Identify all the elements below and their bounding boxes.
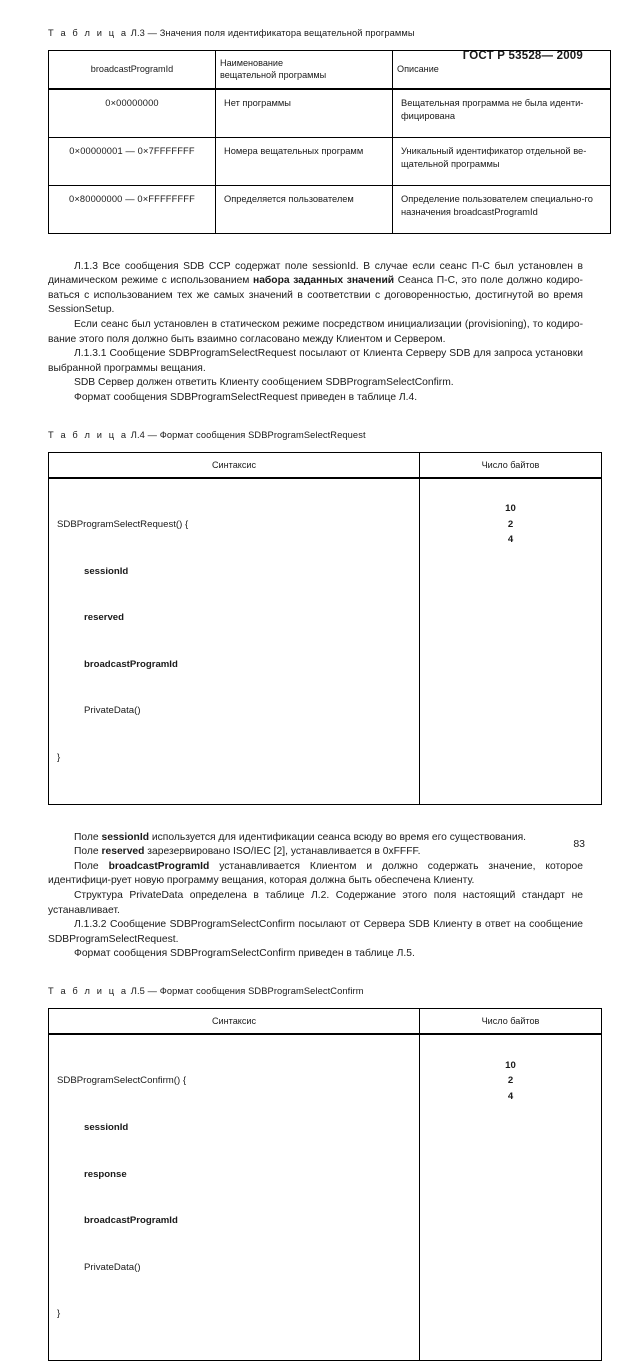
syntax-line [57, 657, 411, 673]
table-l4-caption-number: Л.4 [130, 429, 145, 440]
table-row [49, 185, 611, 233]
syntax-line-text: reserved [84, 612, 125, 624]
bytes-listing [428, 1042, 593, 1135]
cell-bytes [420, 478, 602, 804]
table-header-row [49, 1009, 602, 1035]
table-l5-col-syntax: Синтаксис [49, 1009, 420, 1035]
table-row [49, 89, 611, 138]
syntax-line [57, 1260, 411, 1276]
table-l5-caption-title: Формат сообщения SDBProgramSelectConfirm [159, 986, 364, 996]
table-header-row [49, 51, 611, 89]
syntax-line-text: PrivateData() [84, 705, 141, 717]
table-l3-body [49, 89, 611, 234]
table-l5-head [49, 1009, 602, 1035]
bytes-listing [428, 486, 593, 579]
syntax-line [57, 703, 411, 719]
paragraph-l-1-3 [48, 260, 583, 318]
paragraph-broadcastprogramid-tail: устанавливается Клиентом и должно содержать значение, которое идентифици-рует новую программу вещания, которая должна быть обеспечена Клиенту. [48, 860, 584, 887]
paragraph-privatedata: Структура PrivateData определена в таблице Л.2. Содержание этого поля настоящий стандарт не устанавливает. [48, 889, 583, 916]
syntax-line [57, 517, 411, 533]
paragraph-l-1-3-head: Л.1.3 Все сообщения SDB CCP содержат поле sessionId. В случае если сеанс П-С был установлен в динамическом режиме с использованием [48, 260, 583, 287]
table-l4-caption-title: Формат сообщения SDBProgramSelectRequest [159, 429, 366, 440]
syntax-listing [57, 486, 411, 797]
paragraph-reserved-head: Поле [74, 846, 102, 858]
table-l4-head [49, 452, 602, 478]
paragraph-sessionid-head: Поле [74, 831, 102, 843]
table-l5-body [49, 1034, 602, 1360]
paragraph-broadcastprogramid [48, 860, 583, 889]
bytes-line: 4 [507, 534, 514, 546]
cell-description: Вещательная программа не была иденти-фицирована [393, 89, 611, 138]
table-l3 [48, 50, 611, 234]
paragraph-reserved [48, 845, 583, 860]
table-l3-col-name [216, 51, 393, 89]
table-l3-col-description: Описание [393, 51, 611, 89]
table-l5-caption-number: Л.5 [130, 986, 145, 996]
syntax-line-text: sessionId [84, 1121, 129, 1133]
syntax-line [57, 1120, 411, 1136]
table-l4-caption [48, 430, 583, 440]
bytes-line: 2 [507, 518, 514, 530]
paragraph-format-ref-l5: Формат сообщения SDBProgramSelectConfirm приведен в таблице Л.5. [74, 948, 415, 960]
table-l3-caption [48, 28, 583, 38]
table-l4-col-syntax: Синтаксис [49, 452, 420, 478]
table-l5-caption-dash: — [147, 986, 158, 996]
paragraph-sessionid-tail: используется для идентификации сеанса всюду во время его существования. [149, 831, 527, 843]
cell-syntax [49, 1034, 420, 1360]
paragraph-format-ref-l4: Формат сообщения SDBProgramSelectRequest приведен в таблице Л.4. [74, 392, 418, 404]
paragraph-sessionid [48, 831, 583, 846]
bytes-line: 2 [507, 1075, 514, 1087]
table-l5-caption-prefix: Т а б л и ц а [48, 986, 129, 996]
table-l5-caption [48, 986, 583, 996]
syntax-line [57, 610, 411, 626]
table-l3-col-name-line1: Наименование [220, 58, 284, 68]
table-l3-caption-number: Л.3 [130, 28, 145, 38]
syntax-line [57, 1167, 411, 1183]
cell-description: Определение пользователем специально-го назначения broadcastProgramId [393, 185, 611, 233]
syntax-line-text: } [57, 751, 61, 763]
running-head: ГОСТ Р 53528— 2009 [462, 50, 583, 62]
paragraph-reserved-tail: зарезервировано ISO/IEC [2], устанавливается в 0xFFFF. [144, 846, 421, 858]
cell-id: 0×00000001 — 0×7FFFFFFF [49, 137, 216, 185]
syntax-line [57, 1213, 411, 1229]
body-block-2 [48, 831, 583, 962]
paragraph-l-1-3-tail: Сеанса П-С, это поле должно кодиро-ваться с использованием тех же самых значений в соответствии с договоренностью, достигнутой во время SessionSetup. [48, 275, 583, 316]
syntax-line-text: sessionId [84, 565, 129, 577]
cell-name: Определяется пользователем [216, 185, 393, 233]
syntax-line-text: SDBProgramSelectRequest() { [57, 518, 189, 530]
cell-id: 0×00000000 [49, 89, 216, 138]
table-row [49, 137, 611, 185]
syntax-line [57, 1073, 411, 1089]
table-l4-caption-dash: — [147, 429, 158, 440]
page-number: 83 [573, 838, 585, 850]
table-l3-head [49, 51, 611, 89]
cell-description: Уникальный идентификатор отдельной ве-щательной программы [393, 137, 611, 185]
paragraph-broadcastprogramid-head: Поле [74, 860, 109, 872]
syntax-line-text: } [57, 1308, 61, 1320]
page-content [48, 0, 593, 1361]
paragraph-l-1-3-emphasis: набора заданных значений [252, 275, 395, 287]
table-l3-caption-prefix: Т а б л и ц а [48, 28, 129, 38]
table-l4-body [49, 478, 602, 804]
cell-bytes [420, 1034, 602, 1360]
table-header-row [49, 452, 602, 478]
bytes-line: 10 [505, 503, 516, 515]
body-block-1 [48, 260, 583, 406]
paragraph-server-reply: SDB Сервер должен ответить Клиенту сообщением SDBProgramSelectConfirm. [74, 377, 454, 389]
paragraph-sessionid-term: sessionId [101, 831, 149, 843]
syntax-line-text: SDBProgramSelectConfirm() { [57, 1075, 187, 1087]
table-l4 [48, 452, 602, 805]
syntax-line-text: PrivateData() [84, 1261, 141, 1273]
table-l3-caption-title: Значения поля идентификатора вещательной программы [159, 28, 415, 38]
bytes-line: 10 [505, 1059, 516, 1071]
paragraph-l-1-3-2: Л.1.3.2 Сообщение SDBProgramSelectConfirm посылают от Сервера SDB Клиенту в ответ на сообщение SDBProgramSelectRequest. [48, 919, 583, 945]
syntax-line-text: response [84, 1168, 127, 1180]
table-l4-col-bytes: Число байтов [420, 452, 602, 478]
paragraph-static-mode: Если сеанс был установлен в статическом режиме посредством инициализации (provisioning), то кодиро-вание этого поля должно быть взаимно согласовано между Клиентом и Сервером. [48, 318, 583, 345]
syntax-listing [57, 1042, 411, 1353]
syntax-line [57, 1306, 411, 1322]
paragraph-reserved-term: reserved [101, 846, 145, 858]
cell-name: Номера вещательных программ [216, 137, 393, 185]
cell-syntax [49, 478, 420, 804]
paragraph-l-1-3-1: Л.1.3.1 Сообщение SDBProgramSelectRequest посылают от Клиента Серверу SDB для запроса установки выбранной программы вещания. [48, 348, 583, 374]
table-l3-col-name-line2: вещательной программы [220, 70, 327, 81]
table-l5-col-bytes: Число байтов [420, 1009, 602, 1035]
syntax-line [57, 564, 411, 580]
table-row [49, 478, 602, 804]
bytes-line: 4 [507, 1090, 514, 1102]
table-l5 [48, 1008, 602, 1361]
paragraph-broadcastprogramid-term: broadcastProgramId [108, 860, 210, 872]
table-l4-caption-prefix: Т а б л и ц а [48, 429, 129, 440]
table-row [49, 1034, 602, 1360]
syntax-line-text: broadcastProgramId [84, 658, 178, 670]
syntax-line-text: broadcastProgramId [84, 1215, 178, 1227]
cell-id: 0×80000000 — 0×FFFFFFFF [49, 185, 216, 233]
syntax-line [57, 750, 411, 766]
cell-name: Нет программы [216, 89, 393, 138]
table-l3-col-id: broadcastProgramId [49, 51, 216, 89]
table-l3-caption-dash: — [147, 28, 158, 38]
